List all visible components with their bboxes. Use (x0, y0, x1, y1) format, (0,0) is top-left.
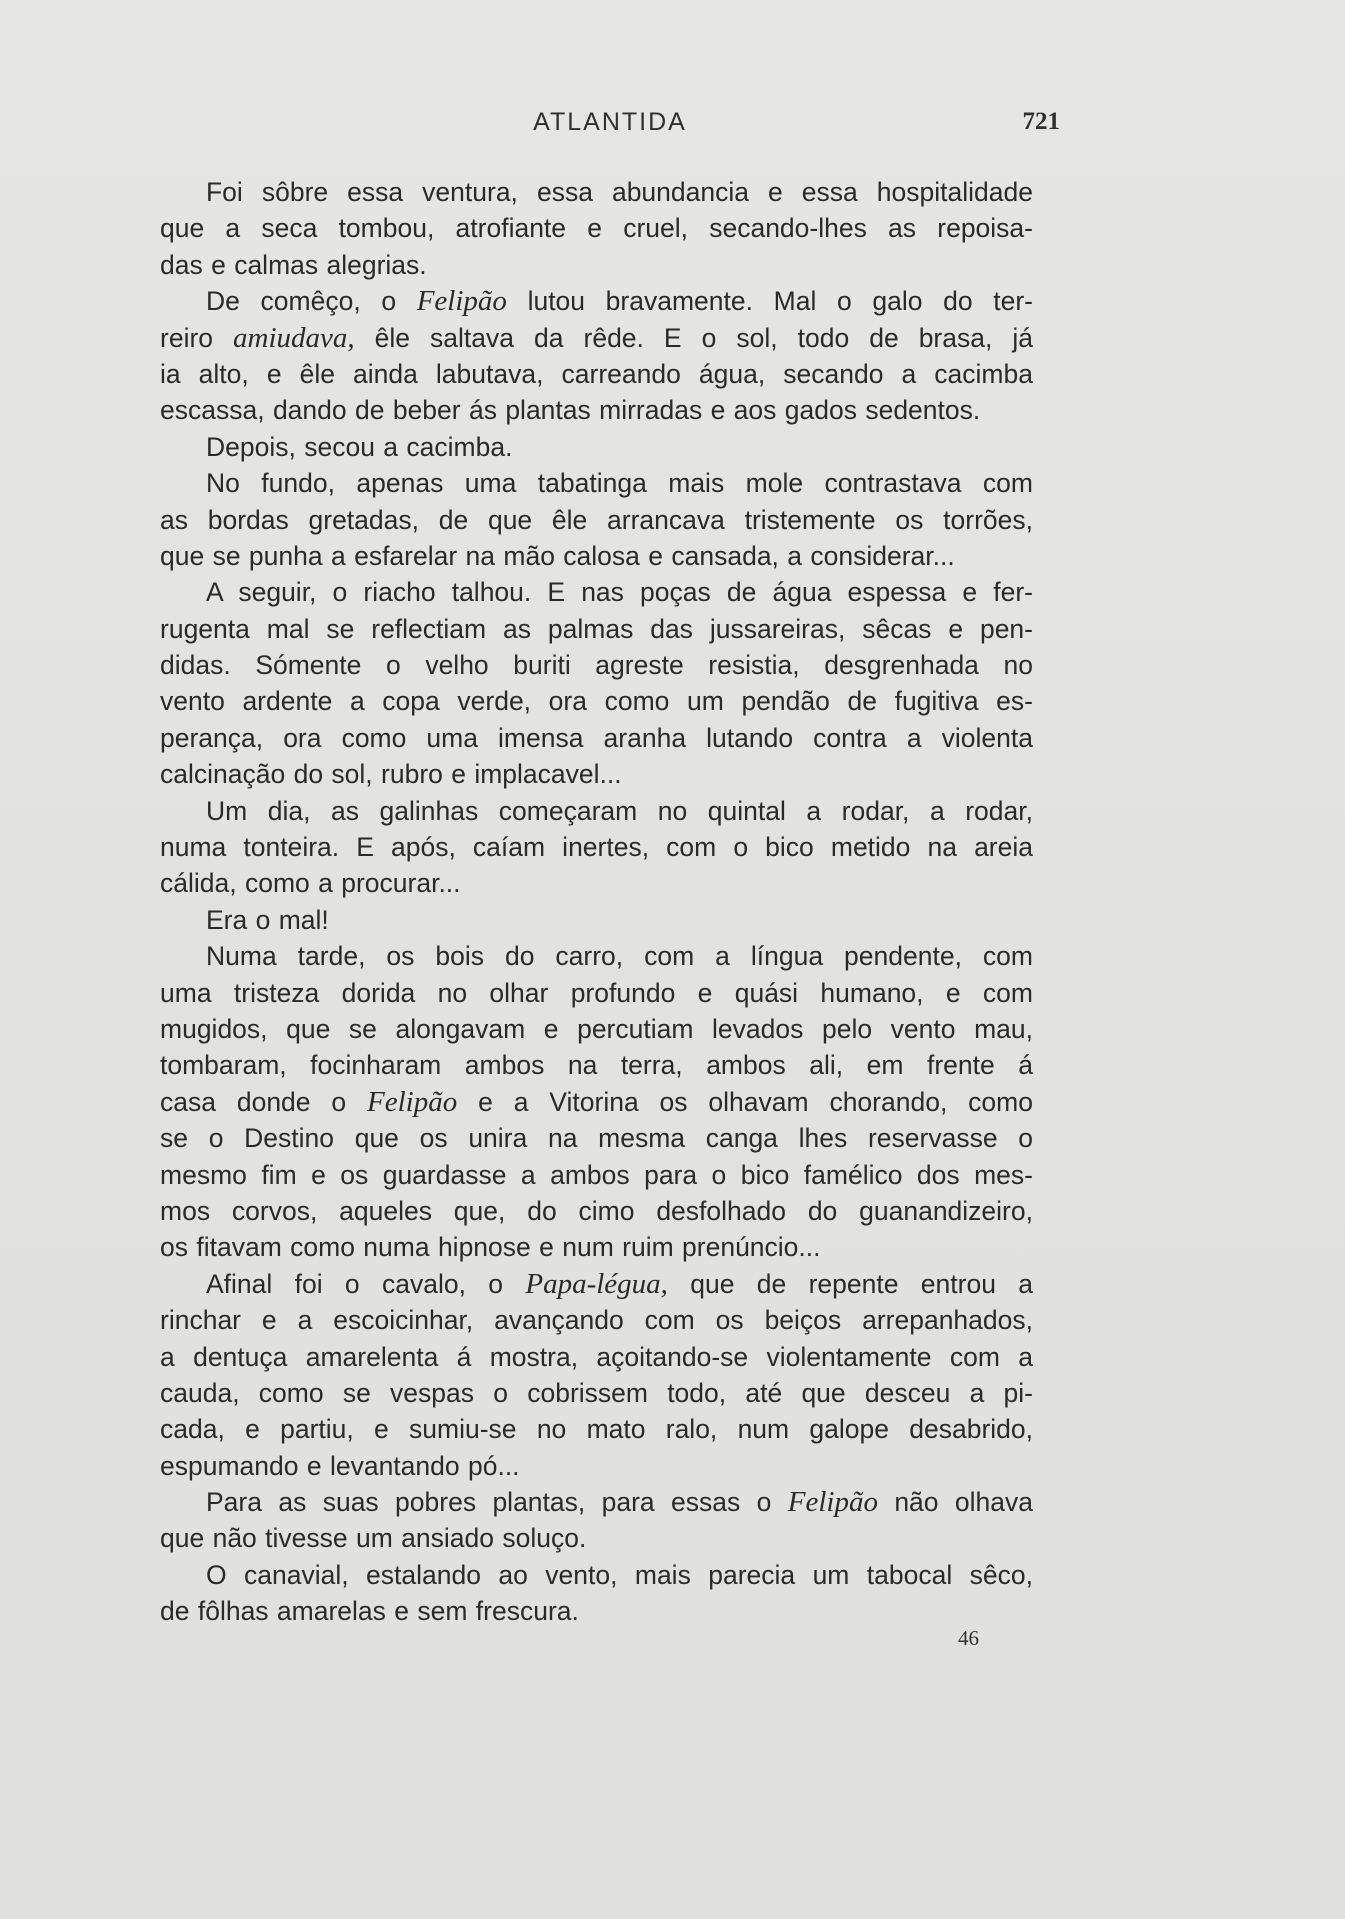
text-line: a dentuça amarelenta á mostra, açoitando-se violentamente com a (160, 1341, 1033, 1372)
text-line: de fôlhas amarelas e sem frescura. (160, 1596, 579, 1627)
text-line: escassa, dando de beber ás plantas mirradas e aos gados sedentos. (160, 395, 981, 426)
text-segment: que de repente entrou a (667, 1268, 1034, 1299)
text-line: A seguir, o riacho talhou. E nas poças de água espessa e fer- (206, 577, 1033, 608)
text-segment: Para as suas pobres plantas, para essas o (206, 1487, 788, 1518)
italic-word: Papa-légua, (525, 1267, 668, 1300)
text-line: rugenta mal se reflectiam as palmas das jussareiras, sêcas e pen- (160, 613, 1033, 644)
text-line: ia alto, e êle ainda labutava, carreando água, secando a cacimba (160, 358, 1033, 389)
text-line: que a seca tombou, atrofiante e cruel, secando-lhes as repoisa- (160, 213, 1033, 244)
text-line: Depois, secou a cacimba. (206, 431, 513, 462)
text-line (160, 1084, 1033, 1120)
text-line: cada, e partiu, e sumiu-se no mato ralo, num galope desabrido, (160, 1414, 1033, 1445)
text-line: das e calmas alegrias. (160, 249, 427, 280)
running-header (160, 108, 1060, 142)
text-segment: êle saltava da rêde. E o sol, todo de brasa, já (354, 322, 1033, 353)
text-line (160, 320, 1033, 356)
text-line: mesmo fim e os guardasse a ambos para o bico famélico dos mes- (160, 1159, 1033, 1190)
text-line: rinchar e a escoicinhar, avançando com os beiços arrepanhados, (160, 1305, 1033, 1336)
text-line: mos corvos, aqueles que, do cimo desfolhado do guanandizeiro, (160, 1195, 1033, 1226)
italic-word: amiudava, (233, 321, 355, 354)
text-line: os fitavam como numa hipnose e num ruim prenúncio... (160, 1232, 821, 1263)
italic-word: Felipão (367, 1085, 458, 1118)
text-line: Era o mal! (206, 904, 329, 935)
text-line: cálida, como a procurar... (160, 868, 461, 899)
text-line (160, 1266, 1033, 1302)
italic-word: Felipão (416, 285, 507, 318)
text-segment: não olhava (877, 1487, 1033, 1518)
text-line: tombaram, focinharam ambos na terra, ambos ali, em frente á (160, 1050, 1033, 1081)
text-line: Numa tarde, os bois do carro, com a língua pendente, com (206, 941, 1033, 972)
text-segment: e a Vitorina os olhavam chorando, como (457, 1086, 1033, 1117)
body-text (160, 174, 1033, 1630)
text-line: didas. Sómente o velho buriti agreste resistia, desgrenhada no (160, 650, 1033, 681)
signature-mark: 46 (958, 1626, 979, 1650)
page-number: 721 (1022, 108, 1060, 135)
text-segment: casa donde o (160, 1086, 368, 1117)
italic-word: Felipão (787, 1486, 878, 1519)
text-line: vento ardente a copa verde, ora como um pendão de fugitiva es- (160, 686, 1033, 717)
text-line: numa tonteira. E após, caíam inertes, com o bico metido na areia (160, 832, 1033, 863)
text-line: perança, ora como uma imensa aranha lutando contra a violenta (160, 722, 1033, 753)
running-title: ATLANTIDA (533, 108, 687, 136)
text-line: mugidos, que se alongavam e percutiam levados pelo vento mau, (160, 1013, 1033, 1044)
text-line: se o Destino que os unira na mesma canga lhes reservasse o (160, 1123, 1033, 1154)
text-line: que não tivesse um ansiado soluço. (160, 1523, 587, 1554)
text-line: calcinação do sol, rubro e implacavel... (160, 759, 622, 790)
text-line: que se punha a esfarelar na mão calosa e cansada, a considerar... (160, 540, 955, 571)
text-segment: Afinal foi o cavalo, o (206, 1268, 526, 1299)
text-line: uma tristeza dorida no olhar profundo e quási humano, e com (160, 977, 1033, 1008)
text-line (160, 1484, 1033, 1520)
text-line: O canavial, estalando ao vento, mais parecia um tabocal sêco, (206, 1559, 1033, 1590)
text-segment: De comêço, o (206, 286, 417, 317)
text-segment: lutou bravamente. Mal o galo do ter- (506, 286, 1033, 317)
text-line: Foi sôbre essa ventura, essa abundancia e essa hospitalidade (206, 177, 1033, 207)
text-line: No fundo, apenas uma tabatinga mais mole contrastava com (206, 468, 1033, 499)
text-line: Um dia, as galinhas começaram no quintal a rodar, a rodar, (206, 795, 1033, 826)
text-line (160, 283, 1033, 319)
text-line: as bordas gretadas, de que êle arrancava tristemente os torrões, (160, 504, 1033, 535)
text-line: cauda, como se vespas o cobrissem todo, até que desceu a pi- (160, 1377, 1033, 1408)
text-segment: reiro (160, 322, 234, 353)
text-line: espumando e levantando pó... (160, 1450, 520, 1481)
